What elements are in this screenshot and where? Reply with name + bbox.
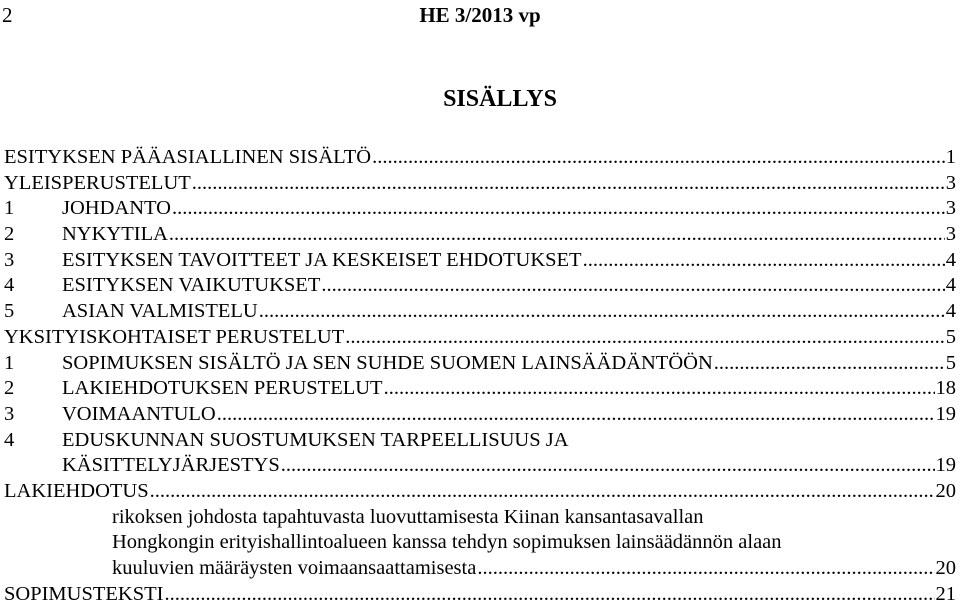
toc-entry[interactable]: [4, 556, 956, 582]
toc-entry-text: ASIAN VALMISTELU: [62, 300, 258, 323]
toc-entry-page: 5: [945, 351, 956, 374]
dot-leader: [217, 402, 935, 428]
toc-entry[interactable]: [4, 145, 956, 171]
dot-leader: [172, 196, 945, 222]
dot-leader: [372, 145, 945, 171]
toc-entry-page: 5: [945, 325, 956, 348]
dot-leader: [714, 351, 945, 377]
toc-entry-text: NYKYTILA: [62, 223, 168, 246]
dot-leader: [169, 222, 945, 248]
dot-leader: [150, 479, 935, 505]
toc-entry-page: 18: [935, 377, 956, 400]
toc-entry[interactable]: [4, 273, 956, 299]
toc-entry-text: JOHDANTO: [62, 197, 171, 220]
toc-entry-page: 21: [935, 582, 956, 605]
toc-entry-number: 4: [4, 274, 15, 297]
toc-entry-number: 2: [4, 223, 15, 246]
toc-entry[interactable]: [4, 376, 956, 402]
toc-entry-text: kuuluvien määräysten voimaansaattamisesta: [112, 557, 477, 579]
toc-entry-text: ESITYKSEN PÄÄASIALLINEN SISÄLTÖ: [4, 146, 372, 168]
toc-entry-text: YLEISPERUSTELUT: [4, 171, 191, 194]
dot-leader: [477, 556, 934, 582]
toc-entry[interactable]: [4, 196, 956, 222]
toc-entry-page: 20: [935, 479, 956, 502]
toc-entry[interactable]: [4, 248, 956, 274]
dot-leader: [164, 582, 934, 608]
toc-entry[interactable]: [4, 299, 956, 325]
toc-entry-page: 4: [945, 274, 956, 297]
toc-entry-text: ESITYKSEN VAIKUTUKSET: [62, 274, 321, 297]
toc-entry[interactable]: [4, 171, 956, 197]
toc-entry[interactable]: [4, 325, 956, 351]
table-of-contents: [4, 145, 956, 607]
toc-entry-number: 2: [4, 377, 15, 400]
toc-entry-page: 1: [945, 146, 956, 168]
toc-entry-page: 4: [945, 248, 956, 271]
toc-entry[interactable]: [4, 505, 956, 531]
toc-entry-page: 20: [935, 557, 956, 579]
toc-entry-text: rikoksen johdosta tapahtuvasta luovuttamisesta Kiinan kansantasavallan: [112, 505, 704, 528]
toc-entry[interactable]: [4, 479, 956, 505]
toc-entry-text: YKSITYISKOHTAISET PERUSTELUT: [4, 325, 345, 348]
toc-entry-text: SOPIMUKSEN SISÄLTÖ JA SEN SUHDE SUOMEN LAINSÄÄDÄNTÖÖN: [62, 351, 713, 374]
toc-entry-text: ESITYKSEN TAVOITTEET JA KESKEISET EHDOTUKSET: [62, 248, 582, 271]
toc-entry-text: SOPIMUSTEKSTI: [4, 582, 164, 605]
toc-entry[interactable]: [4, 428, 956, 454]
dot-leader: [259, 299, 945, 325]
dot-leader: [281, 453, 935, 479]
toc-entry-number: 3: [4, 248, 15, 271]
dot-leader: [321, 273, 944, 299]
toc-entry-page: 3: [945, 223, 956, 246]
toc-entry[interactable]: [4, 351, 956, 377]
page-number: 2: [2, 3, 13, 27]
dot-leader: [192, 171, 945, 197]
toc-entry[interactable]: [4, 582, 956, 608]
toc-entry-text: Hongkongin erityishallintoalueen kanssa tehdyn sopimuksen lainsäädännön alaan: [112, 531, 782, 554]
toc-entry-text: EDUSKUNNAN SUOSTUMUKSEN TARPEELLISUUS JA: [62, 428, 569, 451]
document-header: HE 3/2013 vp: [419, 3, 541, 27]
toc-entry-page: 3: [945, 171, 956, 194]
toc-entry-page: 4: [945, 300, 956, 323]
toc-entry-text: VOIMAANTULO: [62, 402, 216, 425]
toc-entry-page: 19: [935, 454, 956, 477]
dot-leader: [345, 325, 945, 351]
toc-entry-text: LAKIEHDOTUS: [4, 479, 149, 502]
toc-entry-text: LAKIEHDOTUKSEN PERUSTELUT: [62, 377, 383, 400]
toc-entry-number: 1: [4, 351, 15, 374]
toc-entry-number: 4: [4, 428, 15, 451]
toc-entry-number: 1: [4, 197, 15, 220]
toc-entry-number: 5: [4, 300, 15, 323]
toc-entry[interactable]: [4, 530, 956, 556]
toc-entry-number: 3: [4, 402, 15, 425]
toc-title: SISÄLLYS: [443, 86, 557, 112]
toc-entry-page: 3: [945, 197, 956, 220]
dot-leader: [583, 248, 945, 274]
toc-entry[interactable]: [4, 453, 956, 479]
toc-entry-text: KÄSITTELYJÄRJESTYS: [62, 454, 280, 477]
dot-leader: [384, 376, 935, 402]
toc-entry[interactable]: [4, 222, 956, 248]
toc-entry-page: 19: [935, 402, 956, 425]
toc-entry[interactable]: [4, 402, 956, 428]
